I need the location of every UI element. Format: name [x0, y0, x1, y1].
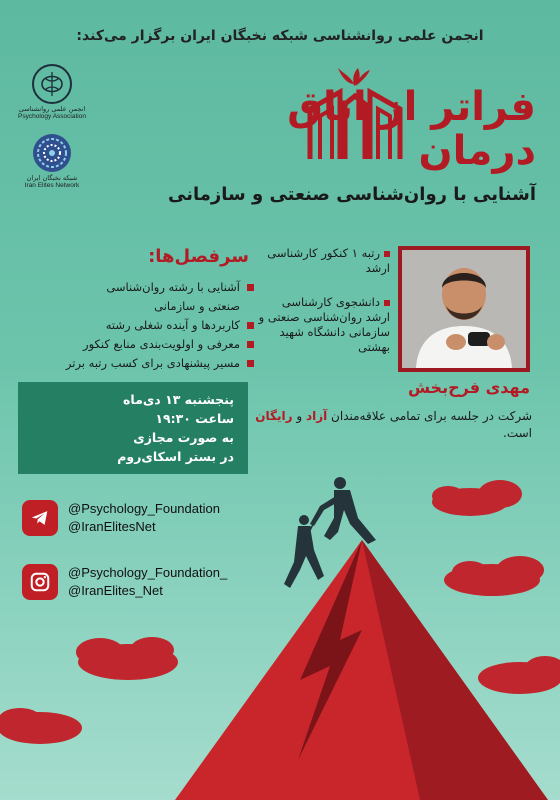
title-line-2: درمان	[418, 128, 536, 174]
psych-logo-fa: انجمن علمی روانشناسی	[18, 105, 86, 113]
network-icon	[30, 131, 74, 175]
bullet-icon	[247, 360, 254, 367]
instagram-block	[22, 564, 302, 600]
elites-logo-fa: شبکه نخبگان ایران	[26, 173, 78, 182]
brain-icon	[30, 62, 74, 106]
bullet-icon	[247, 284, 254, 291]
list-item: صنعتی و سازمانی	[154, 299, 240, 313]
list-item: کاربردها و آینده شغلی رشته	[14, 316, 254, 335]
instagram-handle-2[interactable]: @IranElites_Net	[68, 583, 163, 598]
elites-logo-en: Iran Elites Network	[24, 182, 80, 190]
psychology-association-logo	[12, 62, 92, 121]
schedule-day: پنجشنبه ۱۳ دی‌ماه	[123, 392, 234, 407]
instagram-icon[interactable]	[22, 564, 58, 600]
iran-elites-logo	[12, 131, 92, 190]
curriculum-heading: سرفصل‌ها:	[148, 246, 249, 267]
speaker-bio-rank: رتبه ۱ کنکور کارشناسی ارشد	[267, 246, 390, 275]
instagram-handle-1[interactable]: @Psychology_Foundation_	[68, 565, 228, 580]
invitation-text: شرکت در جلسه برای تمامی علاقه‌مندان آزاد و رایگان است.	[255, 409, 532, 440]
bullet-icon	[247, 341, 254, 348]
telegram-block	[22, 500, 302, 536]
list-item: معرفی و اولویت‌بندی منابع کنکور	[14, 335, 254, 354]
speaker-name: مهدی فرح‌بخش	[407, 378, 530, 397]
bullet-icon	[384, 300, 390, 306]
schedule-mode: به صورت مجازی	[133, 430, 234, 445]
telegram-handle-2[interactable]: @IranElitesNet	[68, 519, 156, 534]
speaker-photo	[402, 250, 526, 368]
list-item: آشنایی با رشته روان‌شناسی	[14, 278, 254, 297]
speaker-photo-frame	[398, 246, 530, 372]
organizer-line: انجمن علمی روانشناسی شبکه نخبگان ایران برگزار می‌کند:	[76, 28, 484, 44]
telegram-icon[interactable]	[22, 500, 58, 536]
curriculum-list	[14, 278, 254, 373]
subtitle: آشنایی با روان‌شناسی صنعتی و سازمانی	[168, 184, 536, 205]
logos	[12, 62, 92, 190]
schedule-time: ساعت ۱۹:۳۰	[155, 411, 234, 426]
schedule-platform: در بستر اسکای‌روم	[117, 449, 234, 464]
telegram-handle-1[interactable]: @Psychology_Foundation	[68, 501, 220, 516]
bullet-icon	[247, 322, 254, 329]
mountain-scene	[0, 440, 560, 800]
list-item: مسیر پیشنهادی برای کسب رتبه برتر	[14, 354, 254, 373]
person-icon	[402, 250, 526, 368]
bullet-icon	[384, 251, 390, 257]
title-line-1: فراتر از اتاق	[287, 84, 536, 130]
speaker-bio-education: دانشجوی کارشناسی ارشد روان‌شناسی صنعتی و سازمانی دانشگاه شهید بهشتی	[258, 295, 390, 354]
psych-logo-en: Psychology Association	[18, 113, 86, 121]
